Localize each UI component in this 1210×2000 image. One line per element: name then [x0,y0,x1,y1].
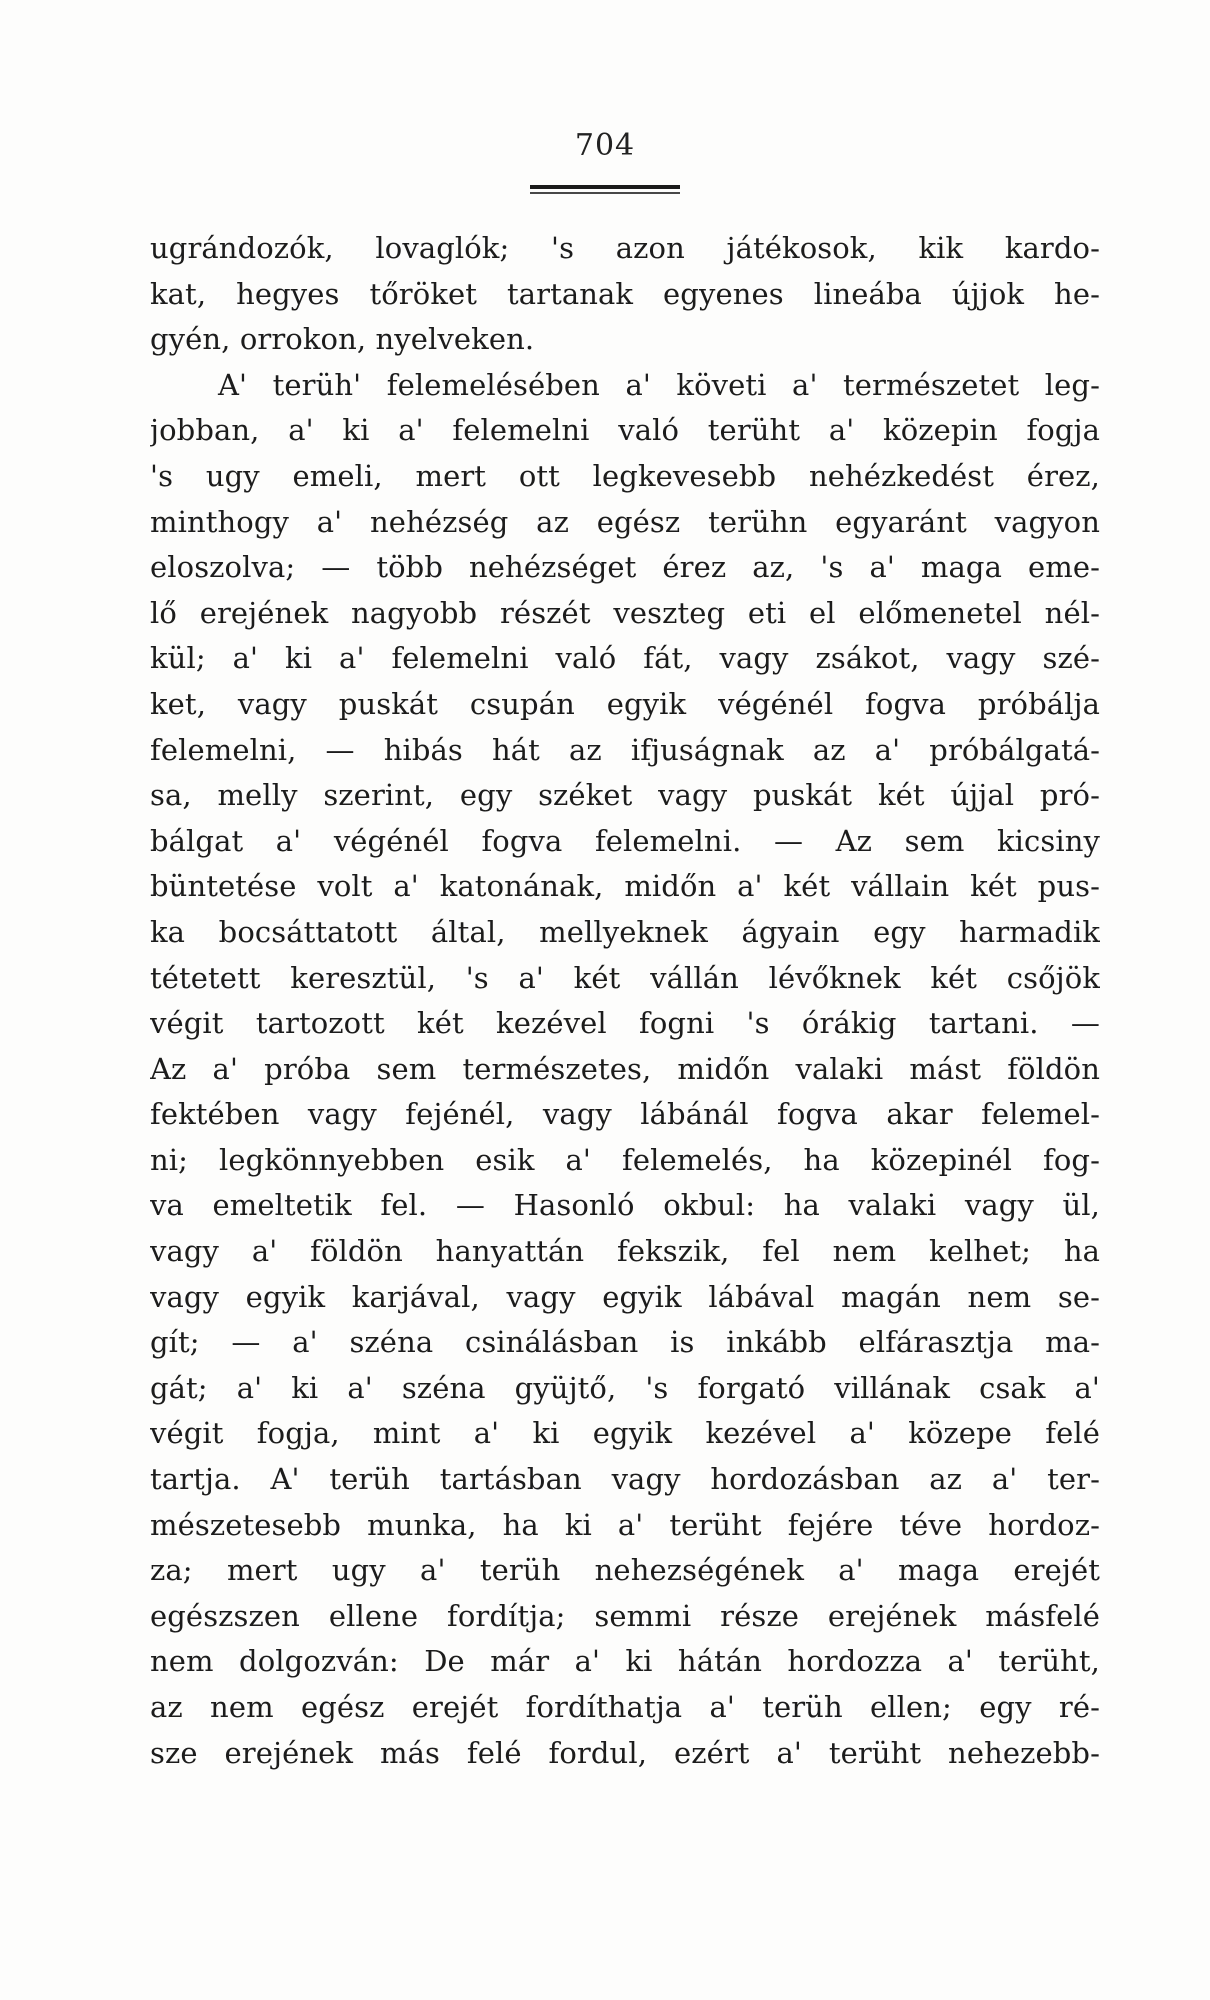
text-line: végit fogja, mint a' ki egyik kezével a' közepe felé [150,1416,1100,1451]
text-line: felemelni, — hibás hát az ifjuságnak az a' próbálgatá- [150,732,1100,767]
text-line: ket, vagy puskát csupán egyik végénél fogva próbálja [150,686,1100,721]
text-line: kül; a' ki a' felemelni való fát, vagy zsákot, vagy szé- [150,641,1100,676]
text-line: tétetett keresztül, 's a' két vállán lévőknek két csőjök [150,960,1100,995]
text-line: sa, melly szerint, egy széket vagy puskát két újjal pró- [150,778,1100,813]
text-line: ugrándozók, lovaglók; 's azon játékosok, kik kardo- [150,231,1100,265]
text-line: ka bocsáttatott által, mellyeknek ágyain egy harmadik [150,914,1100,949]
text-line: vagy a' földön hanyattán fekszik, fel nem kelhet; ha [150,1234,1100,1269]
body-text [150,226,1100,1776]
text-line: bálgat a' végénél fogva felemelni. — Az sem kicsiny [150,823,1100,858]
text-line: gyén, orrokon, nyelveken. [150,322,535,357]
text-line: kat, hegyes tőröket tartanak egyenes lineába újjok he- [150,276,1100,311]
text-line: büntetése volt a' katonának, midőn a' két vállain két pus- [150,869,1100,904]
text-line: 's ugy emeli, mert ott legkevesebb nehézkedést érez, [150,458,1100,493]
text-line: gít; — a' széna csinálásban is inkább elfárasztja ma- [150,1325,1100,1360]
text-line: jobban, a' ki a' felemelni való terüht a' közepin fogja [150,413,1100,448]
text-line: va emeltetik fel. — Hasonló okbul: ha valaki vagy ül, [150,1188,1100,1223]
text-line: nem dolgozván: De már a' ki hátán hordozza a' terüht, [150,1644,1100,1679]
text-line: eloszolva; — több nehézséget érez az, 's a' maga eme- [150,550,1100,585]
text-line: tartja. A' terüh tartásban vagy hordozásban az a' ter- [150,1462,1100,1497]
text-line: minthogy a' nehézség az egész terühn egyaránt vagyon [150,504,1100,539]
page-number: 704 [574,128,636,163]
text-line: A' terüh' felemelésében a' követi a' természetet leg- [218,367,1100,402]
text-line: lő erejének nagyobb részét veszteg eti el előmenetel nél- [150,595,1100,630]
text-line: ni; legkönnyebben esik a' felemelés, ha közepinél fog- [150,1142,1100,1177]
text-line: az nem egész erejét fordíthatja a' terüh ellen; egy ré- [150,1690,1100,1724]
text-line: gát; a' ki a' széna gyüjtő, 's forgató villának csak a' [150,1370,1100,1405]
header-rule-thin [530,192,680,194]
text-line: fektében vagy fejénél, vagy lábánál fogva akar felemel- [150,1097,1100,1132]
text-line: mészetesebb munka, ha ki a' terüht fejére téve hordoz- [150,1507,1100,1542]
text-line: végit tartozott két kezével fogni 's órákig tartani. — [150,1006,1100,1041]
text-line: egészszen ellene fordítja; semmi része erejének másfelé [150,1598,1100,1633]
text-line: vagy egyik karjával, vagy egyik lábával magán nem se- [150,1279,1100,1314]
header-rule-thick [530,185,680,189]
text-line: sze erejének más felé fordul, ezért a' terüht nehezebb- [150,1735,1100,1770]
text-line: za; mert ugy a' terüh nehezségének a' maga erejét [150,1553,1100,1588]
text-line: Az a' próba sem természetes, midőn valaki mást földön [150,1051,1100,1086]
